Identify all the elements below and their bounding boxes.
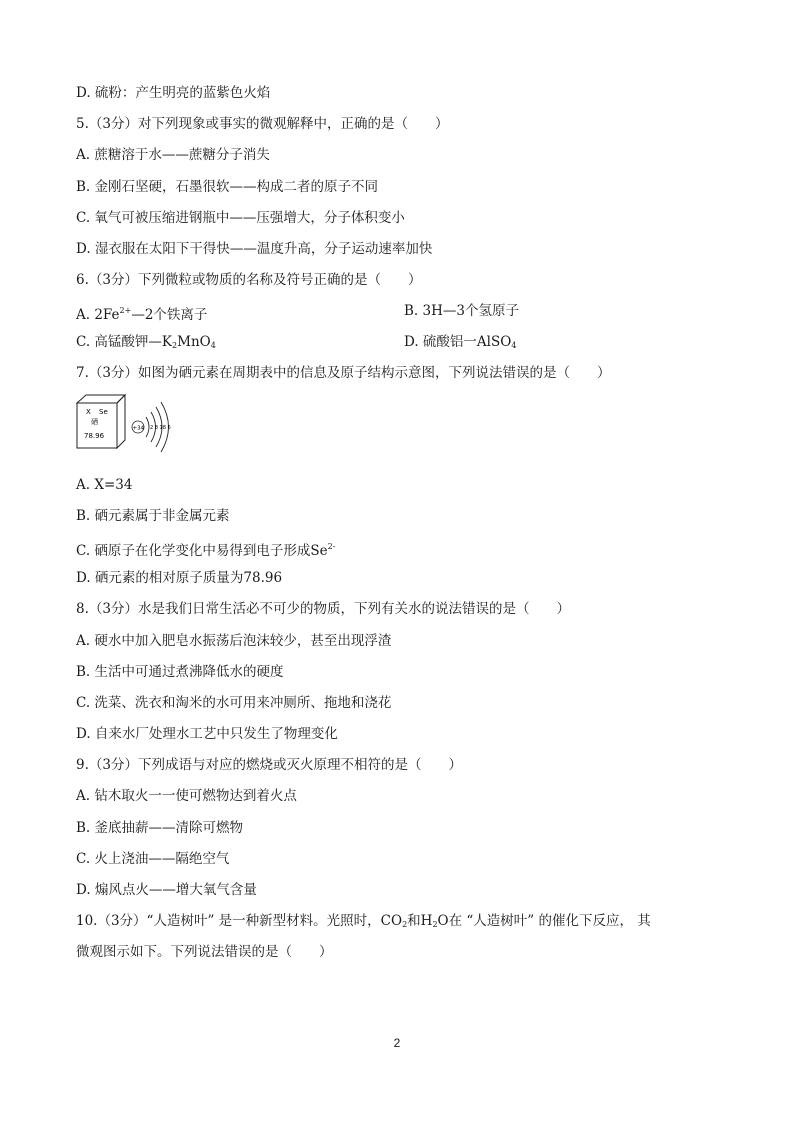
q5-option-d: D. 湿衣服在太阳下干得快——温度升高，分子运动速率加快 bbox=[76, 241, 433, 257]
q6-option-b: B. 3H—3个氢原子 bbox=[404, 303, 519, 319]
q6c-subscript-1: 2 bbox=[172, 341, 178, 350]
atomic-number-x: X bbox=[86, 408, 91, 416]
q5-stem: 5.（3分）对下列现象或事实的微观解释中，正确的是（ ） bbox=[76, 116, 449, 132]
q8-stem: 8.（3分）水是我们日常生活必不可少的物质，下列有关水的说法错误的是（ ） bbox=[76, 601, 570, 617]
page-number: 2 bbox=[393, 1036, 401, 1050]
q10-stem-line-2: 微观图示如下。下列说法错误的是（ ） bbox=[76, 944, 333, 960]
q9-option-d: D. 煽风点火——增大氧气含量 bbox=[76, 882, 257, 898]
q6-option-c bbox=[76, 333, 216, 355]
element-symbol: Se bbox=[99, 408, 108, 416]
selenium-figure bbox=[76, 393, 186, 461]
q6-option-d bbox=[404, 333, 516, 355]
q7-option-d: D. 硒元素的相对原子质量为78.96 bbox=[76, 570, 283, 586]
selenium-diagram bbox=[76, 393, 186, 461]
q6d-text: D. 硫酸铝一AlSO bbox=[404, 334, 512, 350]
q8-option-d: D. 自来水厂处理水工艺中只发生了物理变化 bbox=[76, 726, 338, 742]
q8-option-a: A. 硬水中加入肥皂水振荡后泡沫较少，甚至出现浮渣 bbox=[76, 633, 392, 649]
q5-option-c: C. 氧气可被压缩进钢瓶中——压强增大，分子体积变小 bbox=[76, 210, 405, 226]
q10-text-a: 10.（3分）“人造树叶” 是一种新型材料。光照时，CO bbox=[76, 913, 403, 929]
atomic-mass: 78.96 bbox=[84, 432, 105, 440]
q6-stem: 6.（3分）下列微粒或物质的名称及符号正确的是（ ） bbox=[76, 272, 422, 288]
q10-text-b: 和H bbox=[407, 913, 433, 929]
q7c-superscript: 2- bbox=[327, 542, 336, 551]
card-side bbox=[117, 395, 125, 448]
q7-option-a: A. X=34 bbox=[76, 477, 133, 493]
shell-electrons: 2 8 18 6 bbox=[150, 425, 171, 431]
q10-text-c: O在 “人造树叶” 的催化下反应， 其 bbox=[437, 913, 651, 929]
q7-option-c bbox=[76, 538, 335, 560]
q10-stem-line-1 bbox=[76, 912, 651, 934]
q7c-text: C. 硒原子在化学变化中易得到电子形成Se bbox=[76, 543, 328, 559]
q4-option-d: D. 硫粉：产生明亮的蓝紫色火焰 bbox=[76, 85, 271, 101]
element-name: 硒 bbox=[91, 418, 98, 426]
q9-option-a: A. 钻木取火一一使可燃物达到着火点 bbox=[76, 788, 297, 804]
q6a-text: A. 2Fe bbox=[76, 307, 120, 323]
q6c-text-mid: MnO bbox=[177, 334, 211, 350]
q9-option-c: C. 火上浇油——隔绝空气 bbox=[76, 851, 230, 867]
q5-option-a: A. 蔗糖溶于水——蔗糖分子消失 bbox=[76, 147, 270, 163]
q6-option-a bbox=[76, 302, 207, 324]
q10-subscript-1: 2 bbox=[402, 920, 408, 929]
q5-option-b: B. 金刚石坚硬，石墨很软——构成二者的原子不同 bbox=[76, 179, 379, 195]
q6c-text: C. 高锰酸钾—K bbox=[76, 334, 173, 350]
q10-subscript-2: 2 bbox=[432, 920, 438, 929]
nucleus-charge: +34 bbox=[132, 425, 145, 432]
q8-option-c: C. 洗菜、洗衣和淘米的水可用来冲厕所、拖地和浇花 bbox=[76, 695, 392, 711]
q7-stem: 7.（3分）如图为硒元素在周期表中的信息及原子结构示意图，下列说法错误的是（ ） bbox=[76, 365, 611, 381]
q8-option-b: B. 生活中可通过煮沸降低水的硬度 bbox=[76, 664, 284, 680]
q7-option-b: B. 硒元素属于非金属元素 bbox=[76, 508, 230, 524]
shell-1 bbox=[146, 417, 149, 437]
q6a-superscript: 2+ bbox=[119, 306, 132, 315]
q6d-subscript: 4 bbox=[511, 341, 517, 350]
q9-stem: 9.（3分）下列成语与对应的燃烧或灭火原理不相符的是（ ） bbox=[76, 757, 462, 773]
q6c-subscript-2: 4 bbox=[210, 341, 216, 350]
q9-option-b: B. 釜底抽薪——清除可燃物 bbox=[76, 820, 244, 836]
q6a-text-end: —2个铁离子 bbox=[131, 307, 208, 323]
